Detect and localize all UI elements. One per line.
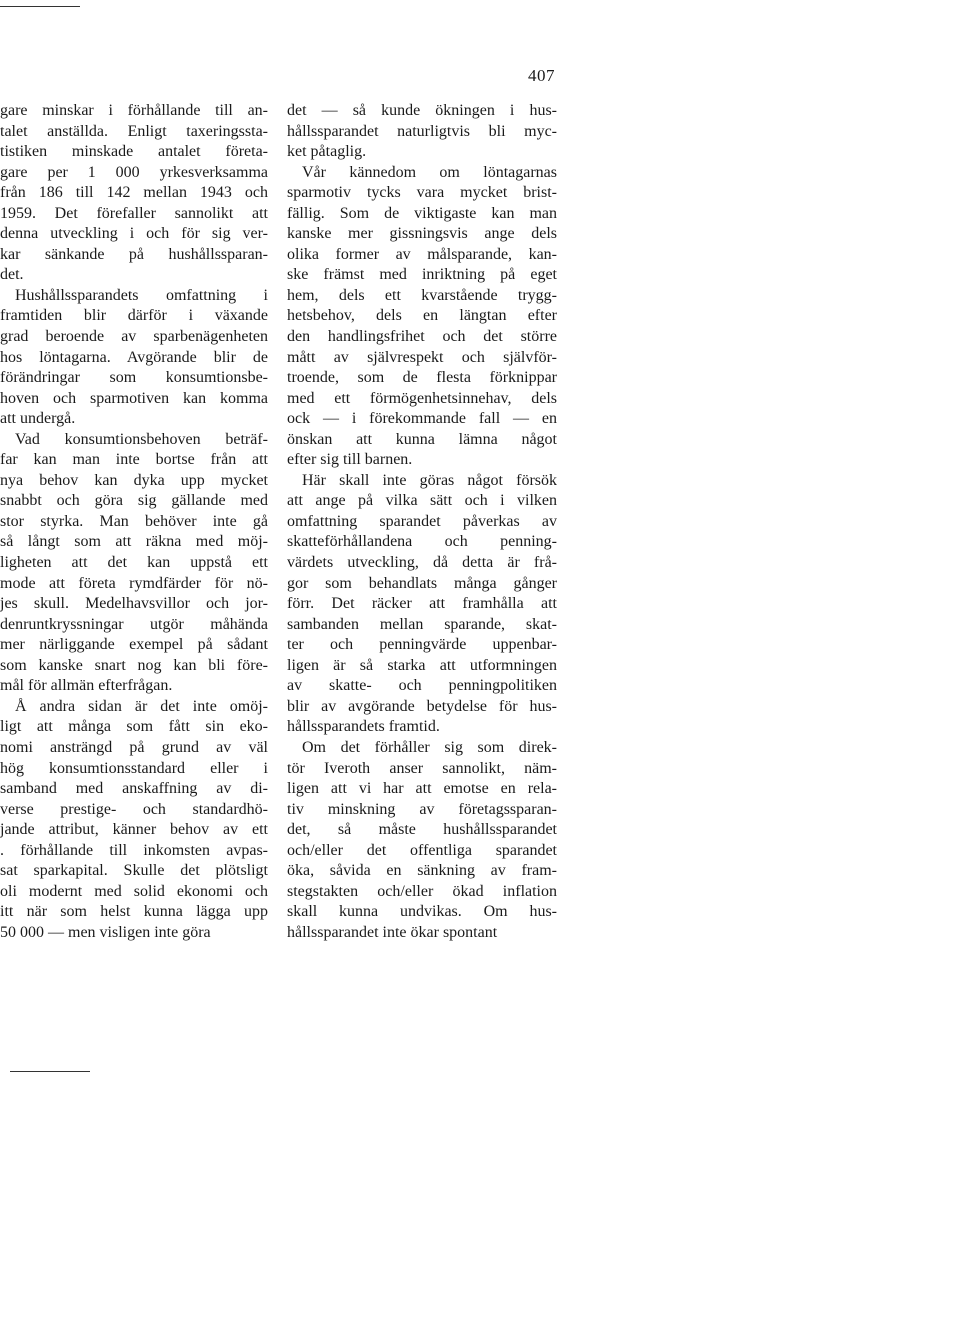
text-line: värdets utveckling, då detta är frå- [287, 554, 557, 572]
text-line: hetsbehov, dels en längtan efter [287, 307, 557, 325]
text-line: tistiken minskade antalet företa- [0, 143, 268, 161]
text-line: mer närliggande exempel på sådant [0, 636, 268, 654]
text-line: omfattning sparandet påverkas av [287, 512, 557, 530]
text-line: från 186 till 142 mellan 1943 och [0, 184, 268, 202]
text-line: det, så måste hushållssparandet [287, 821, 557, 839]
text-line: det. [0, 266, 24, 284]
text-line: så långt som att räkna med möj- [0, 533, 268, 551]
text-line: Här skall inte göras något försök [302, 471, 557, 489]
text-line: hos löntagarna. Avgörande blir de [0, 348, 268, 366]
text-line: ligt att många som fått sin eko- [0, 718, 268, 736]
text-line: sambanden mellan sparande, skat- [287, 615, 557, 633]
text-line: 50 000 — men visligen inte göra [0, 923, 211, 941]
text-line: oli modernt med solid ekonomi och [0, 882, 268, 900]
text-line: denna utveckling i och för sig ver- [0, 225, 268, 243]
text-line: skatteförhållandena och penning- [287, 533, 557, 551]
text-line: som kanske snart nog kan bli före- [0, 656, 268, 674]
text-line: kar sänkande på hushållssparan- [0, 245, 268, 263]
text-line: jes skull. Medelhavsvillor och jor- [0, 595, 268, 613]
text-line: samband med anskaffning av di- [0, 780, 268, 798]
text-line: av skatte- och penningpolitiken [287, 677, 557, 695]
text-line: verse prestige- och standardhö- [0, 800, 268, 818]
top-rule [0, 6, 80, 7]
text-line: det — så kunde ökningen i hus- [287, 102, 557, 119]
text-line: ter och penningvärde uppenbar- [287, 636, 557, 654]
text-line: framtiden blir därför i växande [0, 307, 268, 325]
text-line: förr. Det räcker att framhålla att [287, 595, 557, 613]
text-line: förändringar som konsumtionsbe- [0, 369, 268, 387]
text-line: far kan man inte bortse från att [0, 451, 268, 469]
text-line: grad beroende av sparbenägenheten [0, 328, 268, 346]
text-line: jande attribut, känner behov av ett [0, 821, 268, 839]
text-line: tör Iveroth anser sannolikt, näm- [287, 759, 557, 777]
text-line: snabbt och göra sig gällande med [0, 492, 268, 510]
text-line: skall kunna undvikas. Om hus- [287, 903, 557, 921]
text-line: mått av självrespekt och självför- [287, 348, 557, 366]
text-line: Om det förhåller sig som direk- [302, 738, 557, 756]
left-column [0, 101, 268, 943]
text-line: blir av avgörande betydelse för hus- [287, 697, 557, 715]
text-line: Hushållssparandets omfattning i [15, 286, 268, 304]
text-line: sat sparkapital. Skulle det plötsligt [0, 862, 268, 880]
text-line: att undergå. [0, 410, 76, 428]
text-line: ske främst med inriktning på eget [287, 266, 557, 284]
text-line: att ange på vilka sätt och i vilken [287, 492, 557, 510]
text-line: ligheten att det kan uppstå ett [0, 554, 268, 572]
text-line: denruntkryssningar utgör måhända [0, 615, 268, 633]
text-line: öka, såvida en sänkning av fram- [287, 862, 557, 880]
text-line: efter sig till barnen. [287, 451, 413, 469]
text-line: ligen att vi har att emotse en rela- [287, 780, 557, 798]
text-line: gare per 1 000 yrkesverksamma [0, 163, 268, 181]
text-line: önskan att kunna lämna något [287, 430, 557, 448]
text-line: den handlingsfrihet och det större [287, 328, 557, 346]
right-column [287, 101, 557, 943]
text-line: gare minskar i förhållande till an- [0, 102, 268, 119]
text-line: Å andra sidan är det inte omöj- [15, 697, 268, 715]
text-line: nomi ansträngd på grund av väl [0, 738, 268, 756]
text-line: talet anställda. Enligt taxeringssta- [0, 122, 268, 140]
text-line: hög konsumtionsstandard eller i [0, 759, 268, 777]
text-line: olika former av målsparande, kan- [287, 245, 557, 263]
page-number: 407 [528, 66, 555, 85]
text-line: hållssparandet inte ökar spontant [287, 923, 498, 941]
text-line: gor som behandlats många gånger [287, 574, 557, 592]
text-line: stor styrka. Man behöver inte gå [0, 512, 268, 530]
footnote-rule [10, 1071, 90, 1072]
text-line: och/eller det offentliga sparandet [287, 841, 557, 859]
text-line: hållssparandets framtid. [287, 718, 440, 736]
text-line: kanske mer gissningsvis ange dels [287, 225, 557, 243]
text-line: med ett förmögenhetsinnehav, dels [287, 389, 557, 407]
text-line: ock — i förekommande fall — en [287, 410, 557, 428]
text-line: ket påtaglig. [287, 143, 367, 161]
text-line: Vad konsumtionsbehoven beträf- [15, 430, 268, 448]
text-line: 1959. Det förefaller sannolikt att [0, 204, 268, 222]
text-line: tiv minskning av företagssparan- [287, 800, 557, 818]
text-line: fällig. Som de viktigaste kan man [287, 204, 557, 222]
text-line: . förhållande till inkomsten avpas- [0, 841, 268, 859]
text-line: stegstakten och/eller ökad inflation [287, 882, 557, 900]
text-line: mål för allmän efterfrågan. [0, 677, 173, 695]
text-line: hoven och sparmotiven kan komma [0, 389, 268, 407]
text-line: itt när som helst kunna lägga upp [0, 903, 268, 921]
text-line: Vår kännedom om löntagarnas [302, 163, 557, 181]
text-line: troende, som de flesta förknippar [287, 369, 557, 387]
text-line: hem, dels ett kvarstående trygg- [287, 286, 557, 304]
text-line: nya behov kan dyka upp mycket [0, 471, 268, 489]
text-line: mode att företa rymdfärder för nö- [0, 574, 268, 592]
text-line: ligen är så starka att utformningen [287, 656, 557, 674]
text-line: hållssparandet naturligtvis bli myc- [287, 122, 557, 140]
text-line: sparmotiv tycks vara mycket brist- [287, 184, 557, 202]
